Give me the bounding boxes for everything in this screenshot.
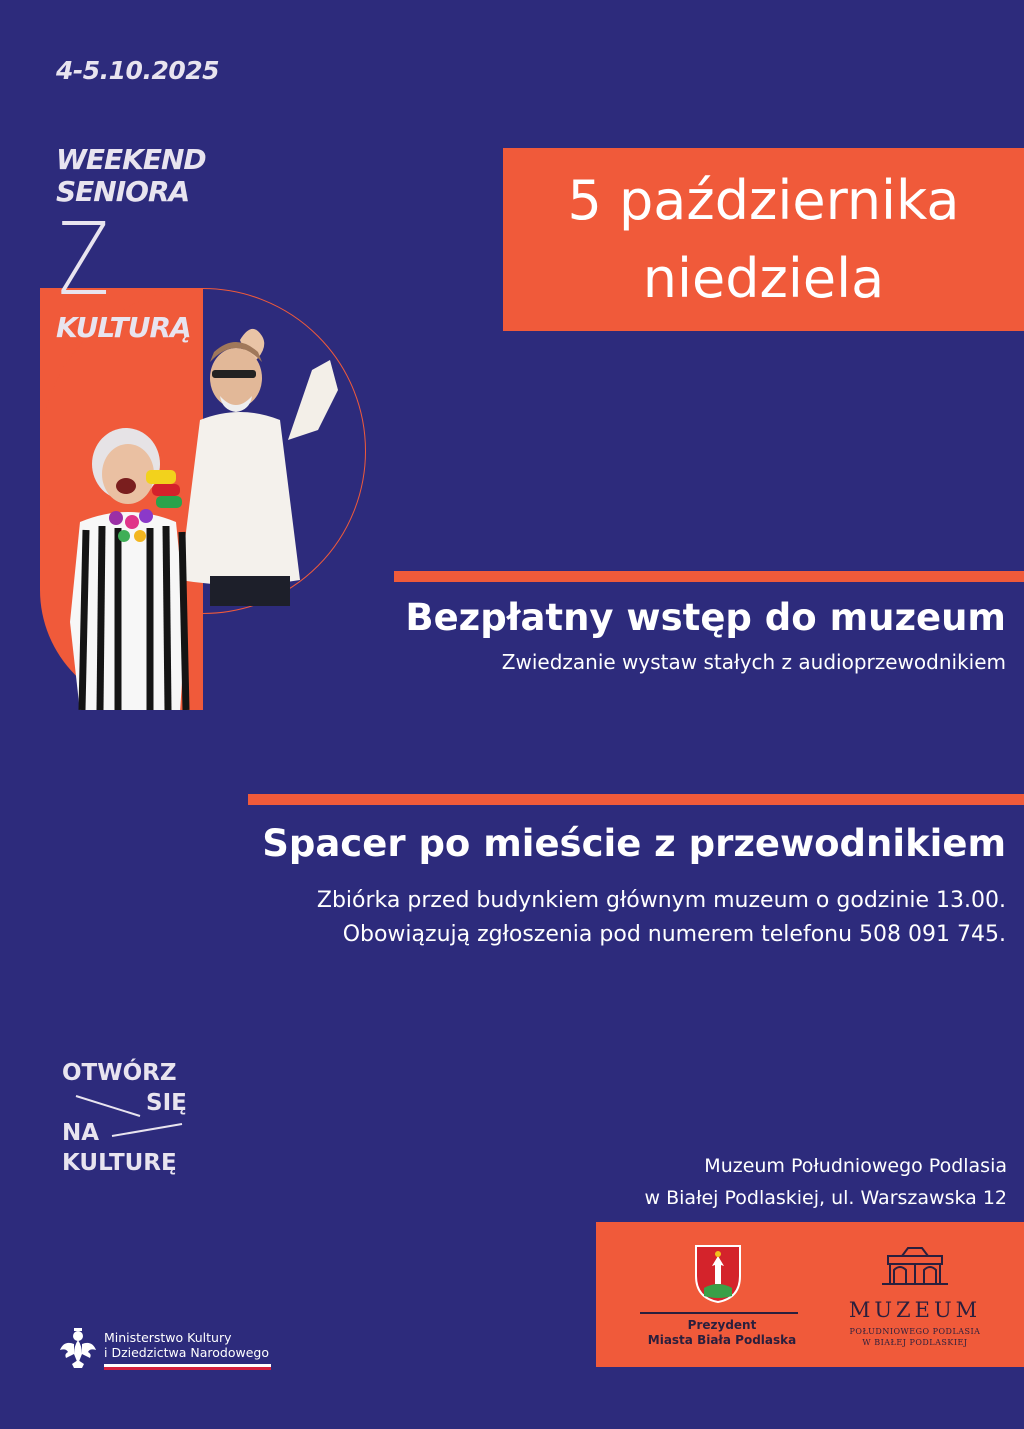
day-banner-date: 5 października — [567, 169, 960, 232]
venue-line-1: Muzeum Południowego Podlasia — [704, 1155, 1007, 1177]
slogan-line-1: OTWÓRZ — [62, 1060, 177, 1086]
museum-logo-subtitle — [840, 1326, 990, 1348]
man-figure — [180, 329, 338, 606]
seniors-photo — [40, 300, 370, 710]
flag-stripe-red — [104, 1367, 271, 1370]
section-2-line-2: Obowiązują zgłoszenia pod numerem telefonu 508 091 745. — [342, 922, 1006, 947]
section-2-line-1: Zbiórka przed budynkiem głównym muzeum o godzinie 13.00. — [316, 888, 1006, 913]
section-1-subtitle: Zwiedzanie wystaw stałych z audioprzewodnikiem — [501, 650, 1006, 674]
slogan-slashes — [70, 1090, 190, 1140]
slogan-line-4: KULTURĘ — [62, 1150, 177, 1176]
brand-kultura: KULTURĄ — [56, 311, 191, 344]
ministry-line-1: Ministerstwo Kultury — [104, 1330, 232, 1345]
museum-logo-name: MUZEUM — [848, 1298, 982, 1322]
section-2-body — [200, 884, 1006, 952]
brand-seniora: SENIORA — [56, 175, 190, 208]
woman-figure — [70, 428, 186, 710]
slogan-line-2: SIĘ — [146, 1090, 187, 1116]
museum-logo-sub-1: POŁUDNIOWEGO PODLASIA — [849, 1327, 981, 1336]
polish-eagle-icon — [58, 1326, 98, 1370]
president-line-2: Miasta Biała Podlaska — [647, 1333, 797, 1347]
section-1-title: Bezpłatny wstęp do muzeum — [405, 596, 1006, 639]
slogan-line-3: NA — [62, 1120, 100, 1146]
venue-address — [560, 1150, 1007, 1214]
president-divider — [640, 1312, 798, 1314]
section-1-rule — [394, 571, 1024, 582]
city-coat-of-arms-icon — [694, 1244, 742, 1304]
venue-line-2: w Białej Podlaskiej, ul. Warszawska 12 — [644, 1187, 1007, 1209]
ministry-label — [104, 1330, 269, 1360]
brand-z-letter: Z — [58, 201, 110, 318]
day-banner-text — [503, 162, 1024, 318]
section-2-title: Spacer po mieście z przewodnikiem — [262, 822, 1006, 865]
brand-weekend: WEEKEND — [56, 143, 206, 176]
museum-logo-sub-2: W BIAŁEJ PODLASKIEJ — [862, 1338, 968, 1347]
ministry-line-2: i Dziedzictwa Narodowego — [104, 1345, 269, 1360]
president-label — [624, 1318, 820, 1348]
president-line-1: Prezydent — [687, 1318, 757, 1332]
section-2-rule — [248, 794, 1024, 805]
museum-building-icon — [880, 1244, 950, 1290]
event-date-range: 4-5.10.2025 — [56, 56, 220, 85]
day-banner-weekday: niedziela — [642, 247, 885, 310]
